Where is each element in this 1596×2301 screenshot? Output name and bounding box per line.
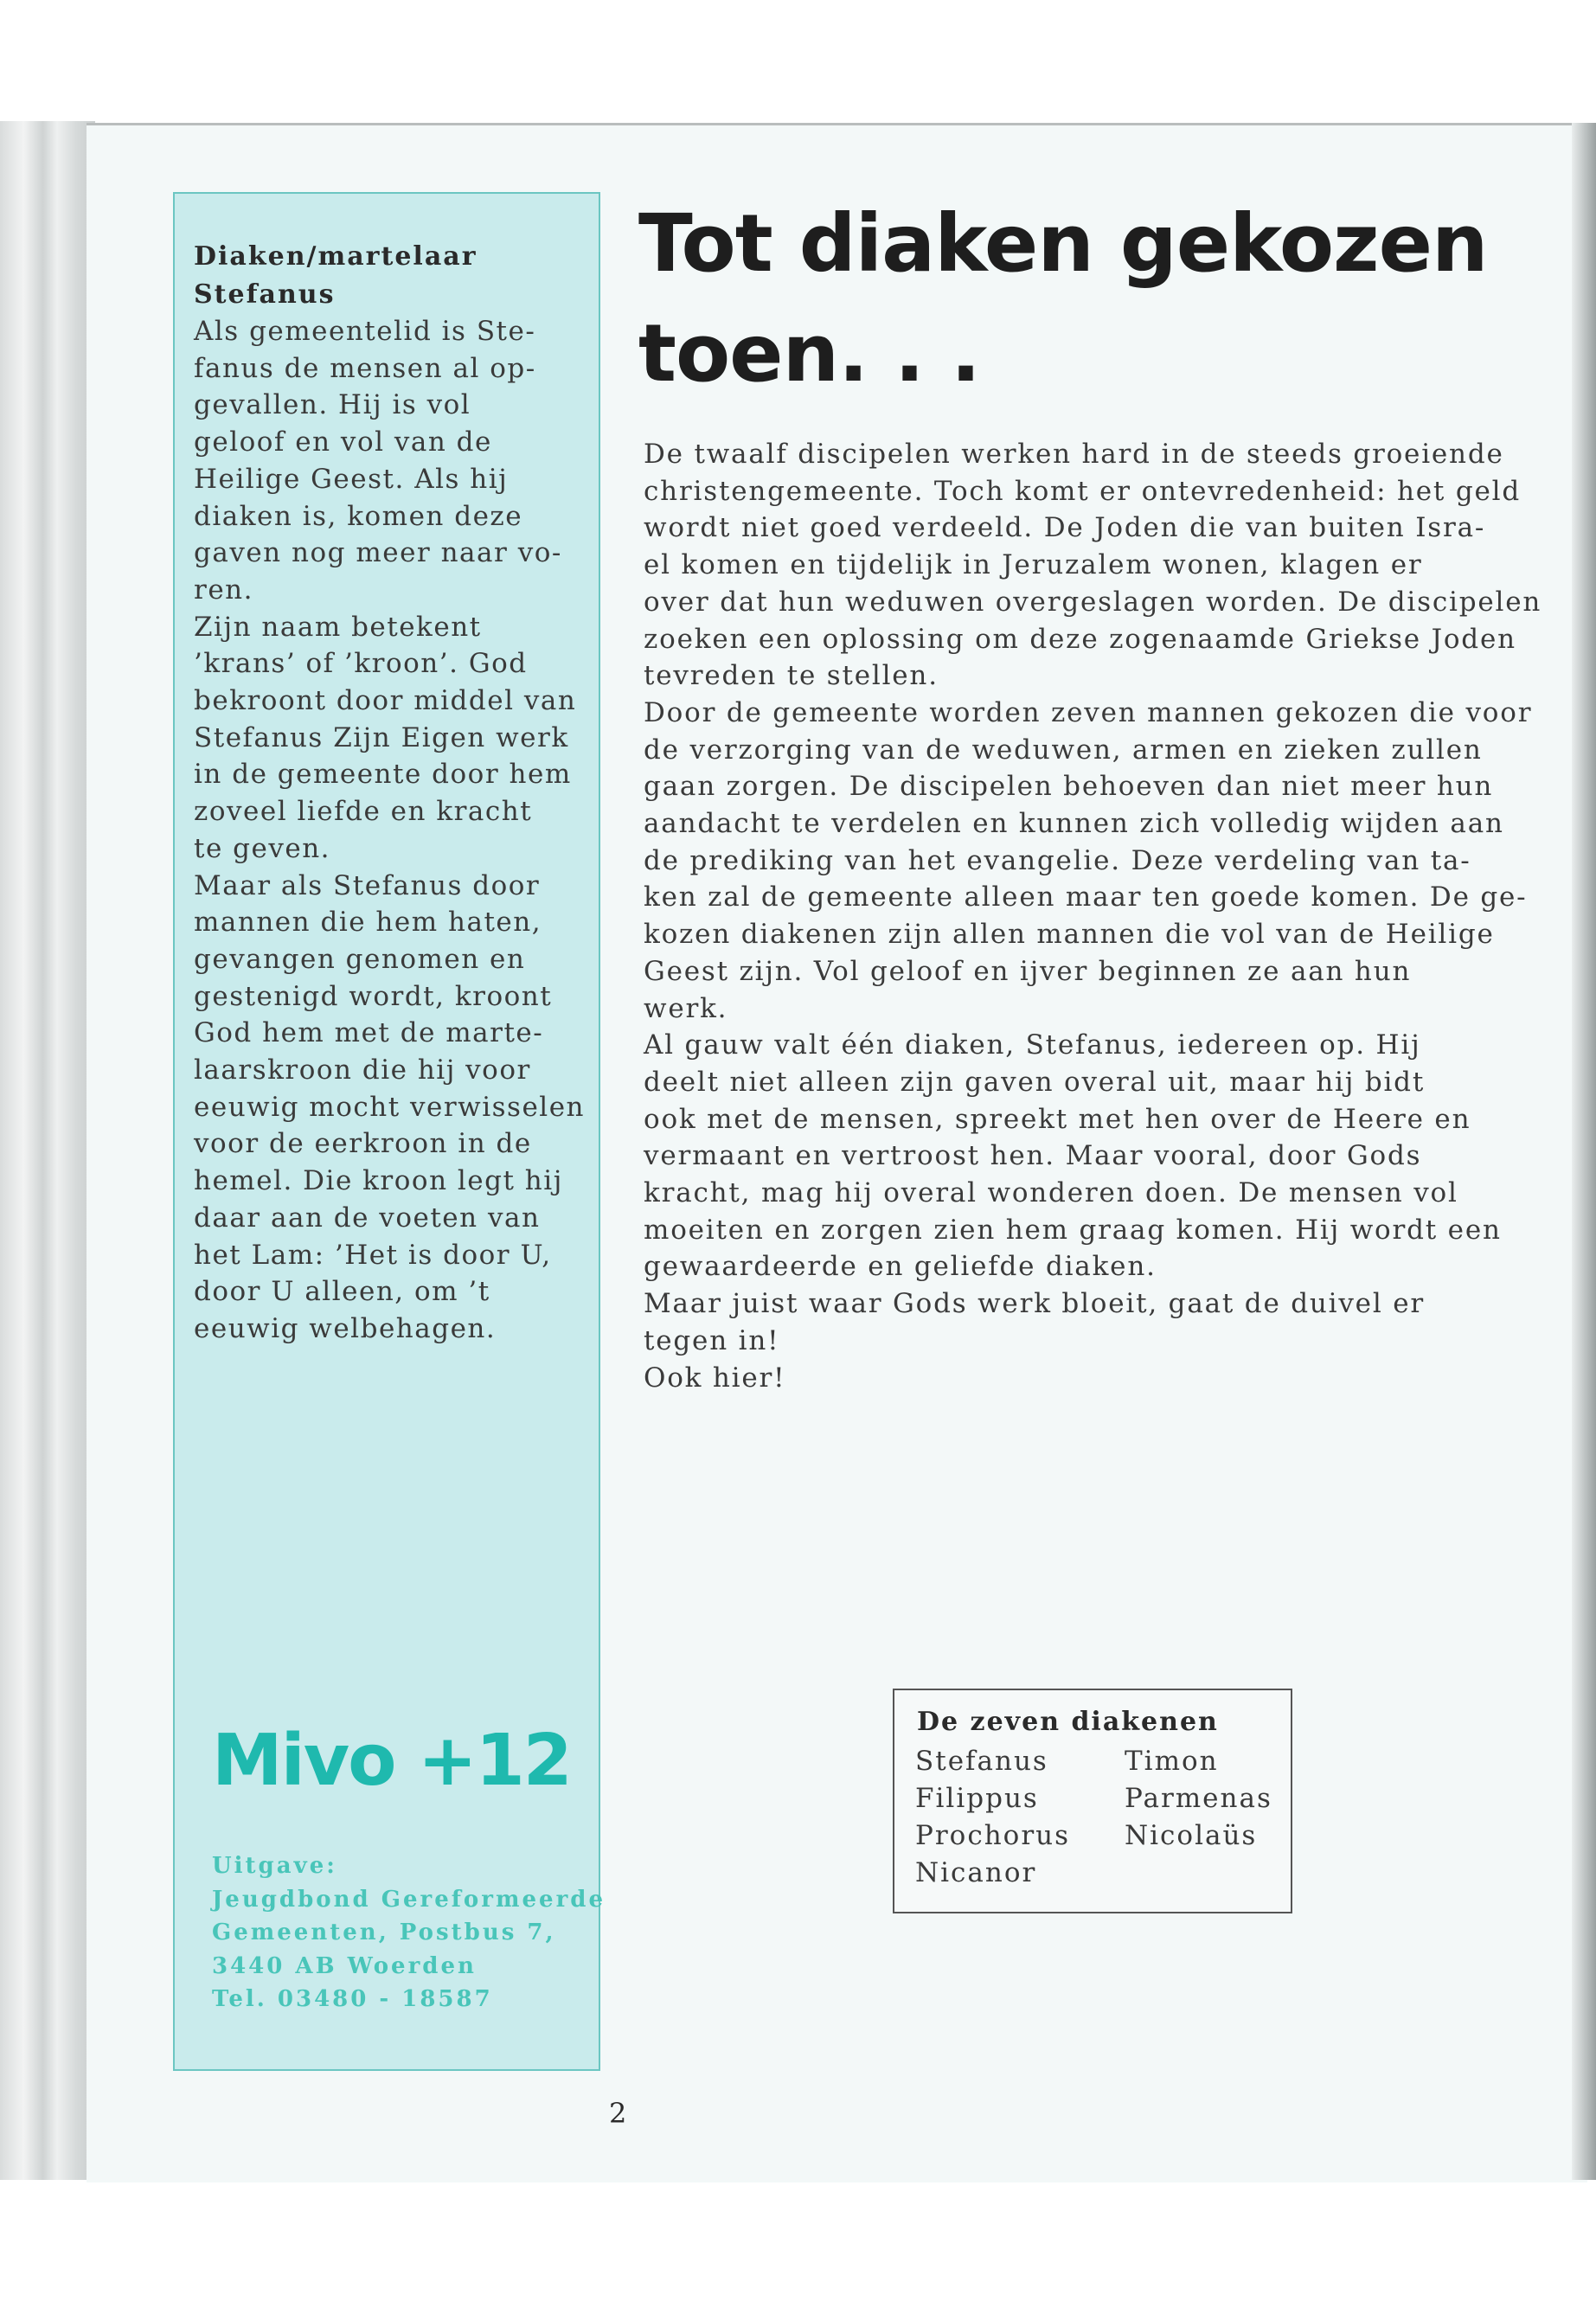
sidebar-text-line: in de gemeente door hem: [194, 759, 572, 791]
article-text-line: werk.: [644, 992, 728, 1024]
deacon-name: Stefanus: [915, 1746, 1048, 1777]
sidebar-text-line: laarskroon die hij voor: [194, 1054, 531, 1086]
article-text-line: christengemeente. Toch komt er ontevredenheid: het geld: [644, 475, 1521, 507]
deacon-name: Nicolaüs: [1125, 1820, 1258, 1851]
deacon-name: Parmenas: [1125, 1783, 1272, 1814]
article-text-line: el komen en tijdelijk in Jeruzalem wonen, klagen er: [644, 549, 1423, 581]
article-text-line: aandacht te verdelen en kunnen zich volledig wijden aan: [644, 808, 1504, 840]
article-text-line: Geest zijn. Vol geloof en ijver beginnen ze aan hun: [644, 955, 1412, 987]
page-shadow: [1572, 123, 1596, 2180]
sidebar-text-line: voor de eerkroon in de: [194, 1128, 532, 1160]
article-text-line: de prediking van het evangelie. Deze verdeling van ta-: [644, 844, 1471, 876]
deacons-column-right: [1125, 1743, 1272, 1855]
sidebar-title-line: Diaken/martelaar: [194, 241, 478, 272]
sidebar-text-line: God hem met de marte-: [194, 1017, 544, 1049]
article-text-line: Maar juist waar Gods werk bloeit, gaat de duivel er: [644, 1288, 1425, 1320]
headline-line: toen. . .: [638, 307, 980, 400]
sidebar-title-line: Stefanus: [194, 279, 336, 310]
page-number: 2: [609, 2097, 627, 2130]
sidebar-body: [194, 313, 586, 1348]
sidebar-text-line: ’krans’ of ’kroon’. God: [194, 648, 528, 680]
sidebar-text-line: ren.: [194, 574, 253, 606]
sidebar-title: [194, 238, 478, 314]
sidebar-text-line: Als gemeentelid is Ste-: [194, 316, 536, 347]
article-text-line: de verzorging van de weduwen, armen en zieken zullen: [644, 734, 1483, 766]
sidebar-text-line: gaven nog meer naar vo-: [194, 537, 562, 569]
article-text-line: kozen diakenen zijn allen mannen die vol van de Heilige: [644, 919, 1495, 951]
mivo-logo: Mivo +12: [212, 1720, 571, 1802]
sidebar-text-line: gevangen genomen en: [194, 943, 526, 975]
sidebar-text-line: eeuwig mocht verwisselen: [194, 1091, 586, 1123]
deacons-column-left: [915, 1743, 1070, 1892]
publisher-line: Gemeenten, Postbus 7,: [212, 1920, 556, 1945]
sidebar-text-line: mannen die hem haten,: [194, 907, 542, 939]
article-text-line: gewaardeerde en geliefde diaken.: [644, 1251, 1157, 1283]
deacon-name: Prochorus: [915, 1820, 1071, 1851]
sidebar-text-line: Zijn naam betekent: [194, 611, 482, 643]
sidebar-text-line: hemel. Die kroon legt hij: [194, 1165, 563, 1197]
book-page-edges: [0, 121, 95, 2180]
sidebar-text-line: Maar als Stefanus door: [194, 869, 541, 901]
sidebar-text-line: geloof en vol van de: [194, 426, 492, 458]
article-text-line: deelt niet alleen zijn gaven overal uit, maar hij bidt: [644, 1066, 1426, 1098]
sidebar-text-line: het Lam: ’Het is door U,: [194, 1239, 552, 1271]
article-body: [644, 436, 1543, 1396]
article-text-line: vermaant en vertroost hen. Maar vooral, door Gods: [644, 1140, 1422, 1172]
article-text-line: ken zal de gemeente alleen maar ten goede komen. De ge-: [644, 881, 1528, 913]
article-text-line: tevreden te stellen.: [644, 660, 939, 692]
sidebar-text-line: Stefanus Zijn Eigen werk: [194, 721, 569, 753]
sidebar-text-line: bekroont door middel van: [194, 685, 577, 717]
publisher-info: [212, 1849, 606, 2016]
sidebar-text-line: zoveel liefde en kracht: [194, 796, 533, 828]
sidebar-text-line: Heilige Geest. Als hij: [194, 463, 509, 495]
publisher-line: Tel. 03480 - 18587: [212, 1986, 493, 2012]
article-text-line: moeiten en zorgen zien hem graag komen. Hij wordt een: [644, 1214, 1502, 1246]
article-text-line: over dat hun weduwen overgeslagen worden. De discipelen: [644, 586, 1542, 618]
deacon-name: Filippus: [915, 1783, 1039, 1814]
deacon-name: Nicanor: [915, 1857, 1037, 1888]
sidebar-text-line: eeuwig welbehagen.: [194, 1312, 497, 1344]
sidebar-text-line: gevallen. Hij is vol: [194, 389, 471, 421]
sidebar-text-line: te geven.: [194, 832, 331, 864]
headline-line: Tot diaken gekozen: [638, 197, 1488, 290]
sidebar-text-line: daar aan de voeten van: [194, 1202, 541, 1234]
sidebar-text-line: door U alleen, om ’t: [194, 1276, 490, 1308]
publisher-line: Uitgave:: [212, 1853, 337, 1879]
article-text-line: Ook hier!: [644, 1362, 786, 1394]
article-text-line: gaan zorgen. De discipelen behoeven dan niet meer hun: [644, 771, 1494, 803]
deacons-box-title: De zeven diakenen: [917, 1707, 1219, 1737]
sidebar-text-line: diaken is, komen deze: [194, 500, 523, 532]
publisher-line: 3440 AB Woerden: [212, 1952, 477, 1979]
deacon-name: Timon: [1125, 1746, 1219, 1777]
article-text-line: Door de gemeente worden zeven mannen gekozen die voor: [644, 696, 1533, 728]
article-text-line: zoeken een oplossing om deze zogenaamde Griekse Joden: [644, 623, 1516, 655]
article-text-line: kracht, mag hij overal wonderen doen. De mensen vol: [644, 1177, 1458, 1209]
article-text-line: ook met de mensen, spreekt met hen over de Heere en: [644, 1103, 1471, 1135]
sidebar-text-line: fanus de mensen al op-: [194, 352, 536, 384]
article-text-line: tegen in!: [644, 1324, 780, 1356]
publisher-line: Jeugdbond Gereformeerde: [212, 1886, 606, 1913]
headline: [638, 189, 1487, 408]
article-text-line: wordt niet goed verdeeld. De Joden die van buiten Isra-: [644, 512, 1486, 544]
sidebar-text-line: gestenigd wordt, kroont: [194, 980, 553, 1012]
article-text-line: Al gauw valt één diaken, Stefanus, iedereen op. Hij: [644, 1029, 1421, 1061]
article-text-line: De twaalf discipelen werken hard in de steeds groeiende: [644, 439, 1504, 470]
